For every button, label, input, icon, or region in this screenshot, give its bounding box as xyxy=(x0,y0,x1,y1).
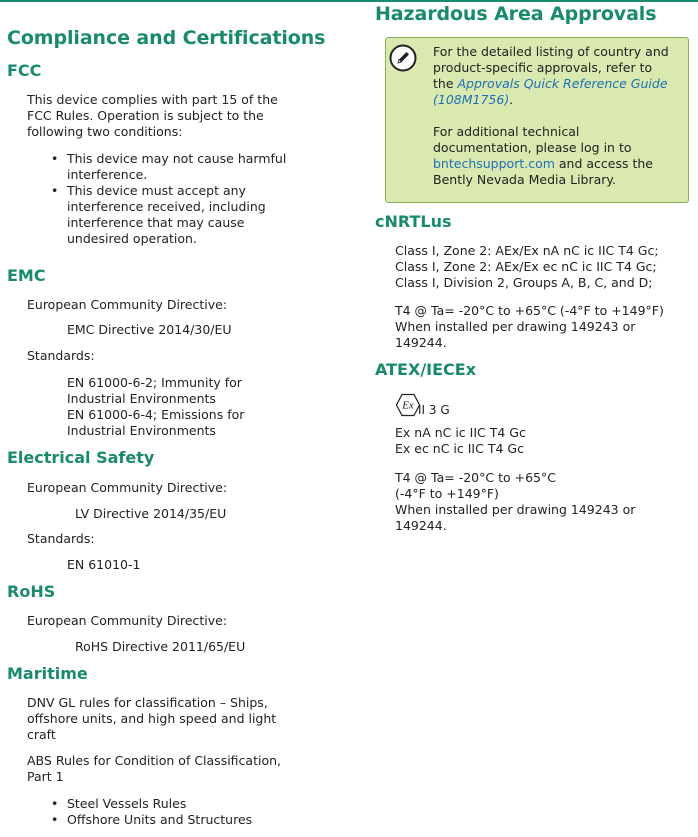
emc-heading: EMC xyxy=(7,266,46,285)
list-item-line: undesired operation. xyxy=(67,231,197,246)
atex-marking-line: Ex ec nC ic IIC T4 Gc xyxy=(395,441,524,456)
maritime-rules-list xyxy=(47,796,347,828)
atex-temp-line: (-4°F to +149°F) xyxy=(395,486,499,501)
emc-standard-line: EN 61000-6-2; Immunity for xyxy=(67,375,242,390)
note-text: the xyxy=(433,76,458,91)
approvals-note-box xyxy=(385,37,689,203)
emc-directive-label: European Community Directive: xyxy=(27,297,228,312)
maritime-abs xyxy=(27,753,347,785)
atex-marking-line: Ex nA nC ic IIC T4 Gc xyxy=(395,425,526,440)
fcc-heading: FCC xyxy=(7,61,42,80)
electrical-safety-heading: Electrical Safety xyxy=(7,448,155,467)
note-line: For the detailed listing of country and xyxy=(433,44,669,59)
list-item xyxy=(47,151,347,183)
emc-standards xyxy=(67,375,347,439)
atex-temperature xyxy=(395,470,685,534)
electrical-safety-standard: EN 61010-1 xyxy=(67,557,141,572)
cnrtlus-temperature xyxy=(395,303,695,351)
atex-temp-line: When installed per drawing 149243 or xyxy=(395,502,636,517)
compliance-title: Compliance and Certifications xyxy=(7,27,326,49)
list-item-line: interference. xyxy=(67,167,148,182)
atex-group: II 3 G xyxy=(418,403,450,417)
maritime-abs-line: Part 1 xyxy=(27,769,64,784)
cnrtlus-heading: cNRTLus xyxy=(375,212,452,231)
atex-temp-line: T4 @ Ta= -20°C to +65°C xyxy=(395,470,556,485)
fcc-conditions-list xyxy=(47,151,347,247)
approvals-note-text xyxy=(433,44,685,188)
emc-standard-line: Industrial Environments xyxy=(67,391,216,406)
cnrtlus-temp-line: When installed per drawing 149243 or xyxy=(395,319,636,334)
note-line: Bently Nevada Media Library. xyxy=(433,172,617,187)
emc-standard-line: EN 61000-6-4; Emissions for xyxy=(67,407,245,422)
electrical-safety-standards-label: Standards: xyxy=(27,531,95,546)
note-line: product-specific approvals, refer to xyxy=(433,60,653,75)
approvals-guide-number-link[interactable]: (108M1756) xyxy=(433,92,510,107)
note-spacer xyxy=(433,108,685,124)
maritime-dnv-line: offshore units, and high speed and light xyxy=(27,711,277,726)
note-text: and access the xyxy=(554,156,653,171)
hazardous-title: Hazardous Area Approvals xyxy=(375,3,657,25)
maritime-dnv-line: DNV GL rules for classification – Ships, xyxy=(27,695,268,710)
emc-directive: EMC Directive 2014/30/EU xyxy=(67,322,232,337)
note-line xyxy=(433,156,685,172)
fcc-intro xyxy=(27,92,337,140)
note-line xyxy=(433,92,685,108)
rohs-heading: RoHS xyxy=(7,582,56,601)
ex-symbol-text: Ex xyxy=(402,399,414,412)
list-item-line: • This device must accept any xyxy=(67,183,246,198)
emc-standards-label: Standards: xyxy=(27,348,95,363)
note-line xyxy=(433,76,685,92)
atex-temp-line: 149244. xyxy=(395,518,447,533)
list-item-line: interference that may cause xyxy=(67,215,245,230)
rohs-directive-label: European Community Directive: xyxy=(27,613,228,628)
list-item xyxy=(47,183,347,247)
emc-standard-line: Industrial Environments xyxy=(67,423,216,438)
note-line: documentation, please log in to xyxy=(433,140,632,155)
cnrtlus-temp-line: T4 @ Ta= -20°C to +65°C (-4°F to +149°F) xyxy=(395,303,664,318)
cnrtlus-class-line: Class I, Zone 2: AEx/Ex nA nC ic IIC T4 Gc; xyxy=(395,243,659,258)
cnrtlus-class-line: Class I, Division 2, Groups A, B, C, and D; xyxy=(395,275,653,290)
maritime-dnv xyxy=(27,695,347,743)
top-rule xyxy=(0,0,698,2)
note-line: For additional technical xyxy=(433,124,580,139)
list-item-line: interference received, including xyxy=(67,199,266,214)
list-item: • Offshore Units and Structures xyxy=(47,812,347,828)
cnrtlus-class-list xyxy=(395,243,695,291)
list-item-line: • This device may not cause harmful xyxy=(67,151,287,166)
fcc-intro-line: This device complies with part 15 of the xyxy=(27,92,278,107)
atex-marking xyxy=(395,425,685,457)
fcc-intro-line: FCC Rules. Operation is subject to the xyxy=(27,108,264,123)
maritime-abs-line: ABS Rules for Condition of Classification, xyxy=(27,753,281,768)
list-item: • Steel Vessels Rules xyxy=(47,796,347,812)
electrical-safety-directive: LV Directive 2014/35/EU xyxy=(75,506,227,521)
fcc-intro-line: following two conditions: xyxy=(27,124,183,139)
cnrtlus-temp-line: 149244. xyxy=(395,335,447,350)
approvals-guide-link[interactable]: Approvals Quick Reference Guide xyxy=(457,76,668,91)
pencil-icon xyxy=(389,44,417,72)
electrical-safety-directive-label: European Community Directive: xyxy=(27,480,228,495)
atex-heading: ATEX/IECEx xyxy=(375,360,477,379)
cnrtlus-class-line: Class I, Zone 2: AEx/Ex ec nC ic IIC T4 Gc; xyxy=(395,259,657,274)
note-text: . xyxy=(509,92,514,107)
rohs-directive: RoHS Directive 2011/65/EU xyxy=(75,639,246,654)
maritime-heading: Maritime xyxy=(7,664,88,683)
maritime-dnv-line: craft xyxy=(27,727,56,742)
support-site-link[interactable]: bntechsupport.com xyxy=(433,156,555,171)
